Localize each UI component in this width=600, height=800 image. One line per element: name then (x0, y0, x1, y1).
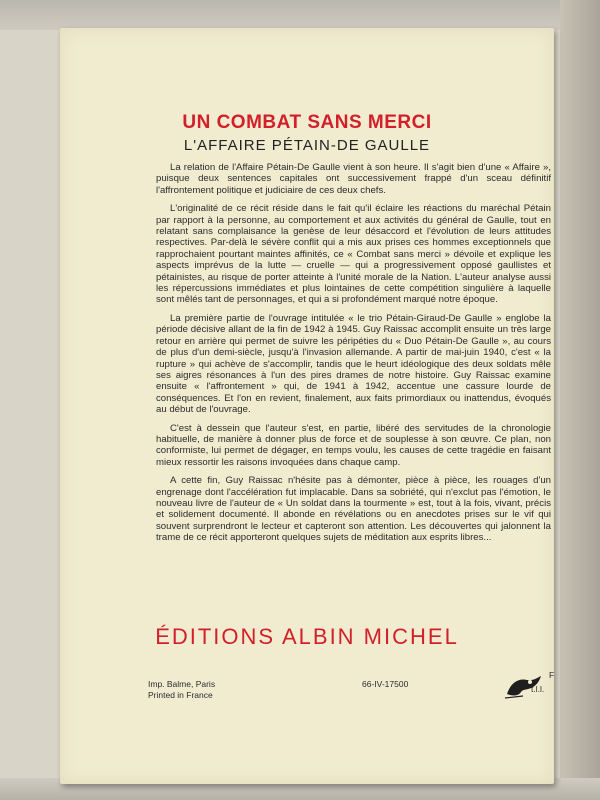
blurb-paragraph-2: L'originalité de ce récit réside dans le fait qu'il éclaire les réactions du maréchal Pétain par rapport à la personne, au comportement et aux activités du général de Gaulle, tout en relatant sans complaisance la genèse de leur désaccord et l'évolution de leurs attitudes respectives. Par-delà le sévère conflit qui a mis aux prises ces hommes exceptionnels que rapprochaient pourtant maintes affinités, ce « Combat sans merci » dévoile et explique les aspects imprévus de la lutte — cruelle — qui a progressivement opposé gaullistes et pétainistes, au risque de porter atteinte à l'unité morale de la Nation. L'auteur analyse aussi les répercussions immédiates et plus lointaines de cette compétition singulière à laquelle sont mêlés tant de personnages, et qui a si profondément marqué notre époque. (156, 203, 551, 306)
background-top (0, 0, 600, 30)
book-subtitle: L'AFFAIRE PÉTAIN-DE GAULLE (183, 137, 431, 154)
blurb-paragraph-1: La relation de l'Affaire Pétain-De Gaulle vient à son heure. Il s'agit bien d'une « Affaire », puisque deux sentences capitales ont successivement frappé d'un sceau définitif l'affrontement politique et judiciaire de ces deux chefs. (156, 162, 551, 196)
publisher-name: ÉDITIONS ALBIN MICHEL (155, 624, 459, 649)
background-right (560, 0, 600, 800)
book-title: UN COMBAT SANS MERCI (182, 112, 432, 133)
blurb-text (156, 162, 551, 551)
catalog-code: 66-IV-17500 (362, 679, 409, 689)
imprint-country: Printed in France (148, 690, 213, 700)
imprint (148, 679, 215, 701)
logo-letter-f: F (549, 670, 555, 680)
blurb-paragraph-5: A cette fin, Guy Raissac n'hésite pas à démonter, pièce à pièce, les rouages d'un engrenage dont l'accélération fut implacable. Dans sa sobriété, qui n'exclut pas l'émotion, le nouveau livre de l'auteur de « Un soldat dans la tourmente » est, tout à la fois, vivant, précis et solidement documenté. Il abonde en révélations ou en anecdotes prises sur le vif qui souvent surprendront le lecteur et capteront son attention. Les découvertes qui jalonnent la trame de ce récit apporteront quelques sujets de méditation aux esprits libres... (156, 475, 551, 544)
logo-letters: t.l.l. (531, 684, 545, 694)
blurb-paragraph-4: C'est à dessein que l'auteur s'est, en partie, libéré des servitudes de la chronologie habituelle, de manière à donner plus de force et de souplesse à son œuvre. Ce plan, non conformiste, lui permet de dégager, en temps voulu, les causes de cette tragédie en faisant mieux ressortir les raisons invoquées dans chaque camp. (156, 422, 551, 468)
imprint-printer: Imp. Balme, Paris (148, 679, 216, 689)
blurb-paragraph-3: La première partie de l'ouvrage intitulée « le trio Pétain-Giraud-De Gaulle » englobe la période décisive allant de la fin de 1942 à 1945. Guy Raissac accomplit ensuite un très large retour en arrière qui permet de suivre les péripéties du « Duo Pétain-De Gaulle », au cours de plus d'un demi-siècle, jusqu'à l'invasion allemande. A partir de mai-juin 1940, c'est « la rupture » qui achève de s'accomplir, tandis que le heurt idéologique des deux soldats mêle ses aigres résonances à l'un des pires drames de notre histoire. Guy Raissac examine ensuite « l'affrontement » qui, de 1941 à 1942, accentue une cassure lourde de conséquences. Et l'on en revient, finalement, aux faits primordiaux ou inattendus, évoqués au début de l'ouvrage. (156, 312, 551, 416)
book-back-cover (60, 28, 554, 784)
